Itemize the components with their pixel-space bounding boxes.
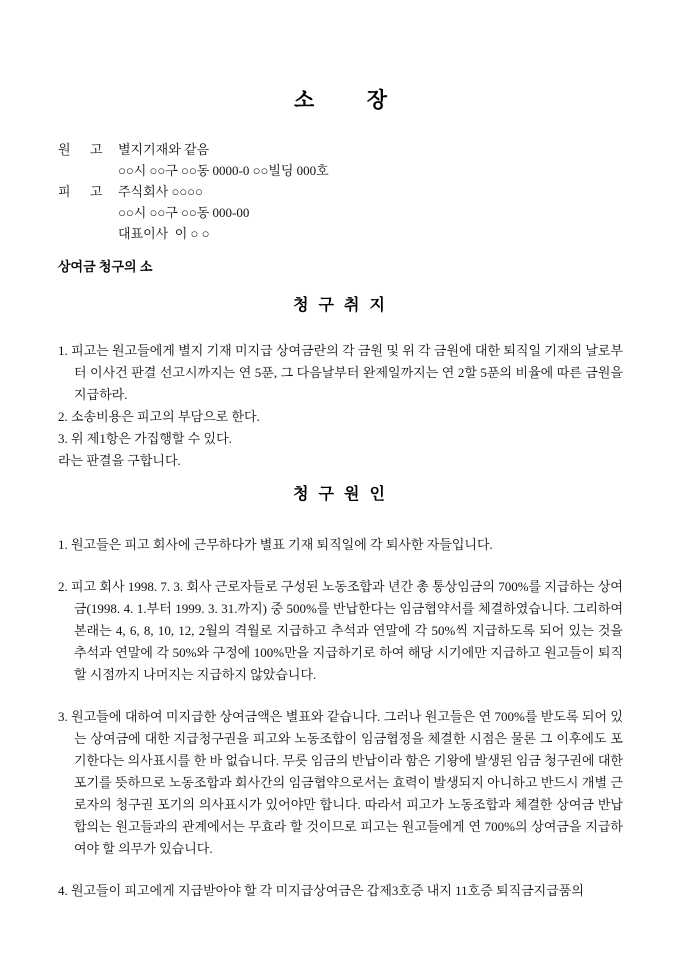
- claim-closing-text: 라는 판결을 구합니다.: [58, 453, 181, 468]
- cause-paragraph-1-text: 원고들은 피고 회사에 근무하다가 별표 기재 퇴직일에 각 퇴사한 자들입니다.: [71, 537, 493, 552]
- document-title: 소 장: [293, 88, 388, 112]
- cause-paragraph-1: [58, 534, 623, 556]
- claim-item-1: [58, 340, 623, 406]
- claim-item-2-text: 소송비용은 피고의 부담으로 한다.: [71, 409, 260, 424]
- plaintiff-label: 원 고: [58, 142, 103, 157]
- plaintiff-row: [58, 139, 623, 160]
- claim-item-3-text: 위 제1항은 가집행할 수 있다.: [71, 431, 232, 446]
- defendant-name: 주식회사 ○○○○: [118, 184, 203, 199]
- cause-paragraph-3-number: 3.: [58, 709, 68, 724]
- plaintiff-address-row: [58, 160, 623, 181]
- section-heading-purport-of-claim: 청 구 취 지: [293, 297, 388, 314]
- cause-paragraph-3: [58, 706, 623, 860]
- cause-paragraph-1-number: 1.: [58, 537, 68, 552]
- cause-paragraph-2-number: 2.: [58, 579, 68, 594]
- claim-item-3-number: 3.: [58, 431, 68, 446]
- claim-item-2: [58, 406, 623, 428]
- plaintiff-name: 별지기재와 같음: [118, 142, 210, 157]
- claim-item-3: [58, 428, 623, 450]
- defendant-address: ○○시 ○○구 ○○동 000-00: [118, 205, 250, 220]
- claim-item-2-number: 2.: [58, 409, 68, 424]
- parties-block: [58, 139, 623, 244]
- section-heading-cause-of-claim: 청 구 원 인: [293, 486, 388, 503]
- defendant-representative-row: [58, 223, 623, 244]
- plaintiff-address: ○○시 ○○구 ○○동 0000-0 ○○빌딩 000호: [118, 163, 329, 178]
- cause-paragraph-4-number: 4.: [58, 883, 68, 898]
- cause-of-claim-body: [58, 534, 623, 902]
- purport-of-claim-body: [58, 340, 623, 472]
- cause-paragraph-4: [58, 880, 623, 902]
- case-name: 상여금 청구의 소: [58, 259, 153, 274]
- defendant-address-row: [58, 202, 623, 223]
- cause-paragraph-4-text: 원고들이 피고에게 지급받아야 할 각 미지급상여금은 갑제3호증 내지 11호증 퇴직금지급품의: [71, 883, 584, 898]
- cause-paragraph-2: [58, 576, 623, 686]
- cause-paragraph-3-text: 원고들에 대하여 미지급한 상여금액은 별표와 같습니다. 그러나 원고들은 연 700%를 받도록 되어 있는 상여금에 대한 지급청구권을 피고와 노동조합이 임금협정을 체결한 시점은 물론 그 이후에도 포기한다는 의사표시를 한 바 없습니다. 무릇 임금의 반납이라 함은 기왕에 발생된 임금 청구권에 대한 포기를 뜻하므로 노동조합과 회사간의 임금협약으로서는 효력이 발생되지 아니하고 반드시 개별 근로자의 청구권 포기의 의사표시가 있어야만 합니다. 따라서 피고가 노동조합과 체결한 상여금 반납 합의는 원고들과의 관계에서는 무효라 할 것이므로 피고는 원고들에게 연 700%의 상여금을 지급하여야 할 의무가 있습니다.: [71, 709, 623, 856]
- claim-item-1-text: 피고는 원고들에게 별지 기재 미지급 상여금란의 각 금원 및 위 각 금원에 대한 퇴직일 기재의 날로부터 이사건 판결 선고시까지는 연 5푼, 그 다음날부터 완제일까지는 연 2할 5푼의 비율에 따른 금원을 지급하라.: [71, 343, 623, 402]
- claim-item-1-number: 1.: [58, 343, 68, 358]
- defendant-row: [58, 181, 623, 202]
- defendant-representative: 대표이사 이 ○ ○: [118, 226, 210, 241]
- defendant-label: 피 고: [58, 184, 103, 199]
- cause-paragraph-2-text: 피고 회사 1998. 7. 3. 회사 근로자들로 구성된 노동조합과 년간 총 통상임금의 700%를 지급하는 상여금(1998. 4. 1.부터 1999. 3. 31.까지) 중 500%를 반납한다는 임금협약서를 체결하였습니다. 그리하여 본래는 4, 6, 8, 10, 12, 2월의 격월로 지급하고 추석과 연말에 각 50%씩 지급하도록 되어 있는 것을 추석과 연말에 각 50%와 구정에 100%만을 지급하기로 하여 해당 시기에만 지급하고 원고들이 퇴직할 시점까지 나머지는 지급하지 않았습니다.: [71, 579, 623, 682]
- claim-closing-line: [58, 450, 623, 472]
